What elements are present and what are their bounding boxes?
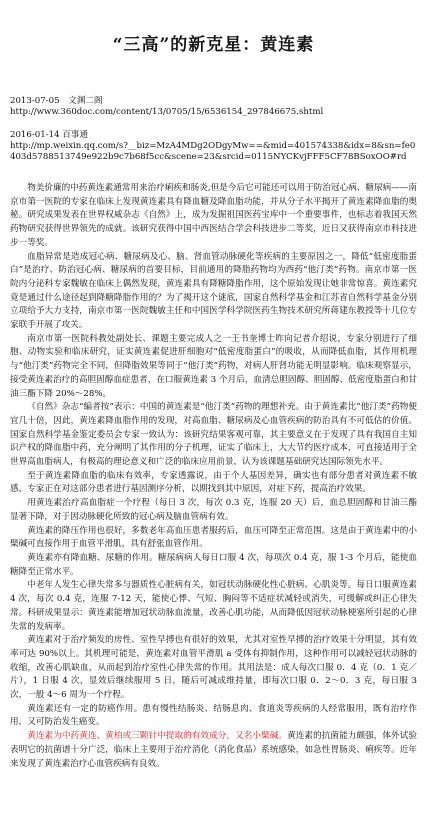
paragraph-9: 中老年人发生心律失常多与器质性心脏病有关，如冠状动脉硬化性心脏病、心肌炎等。每日口服黄连素 4 次，每次 0.4 克，连服 7-12 天，能使心悸、气短、胸闷等不适症状减轻或消失，可缓解或纠正心律失常。科研成果显示：黄连素能增加冠状动脉血流量，改善心肌功能，从而降低因冠状动脉梗塞所引起的心律失常的发病率。 [10,580,417,632]
source2-url[interactable]: http://mp.weixin.qq.com/s?__biz=MzA4MDg2ODgyMw==&mid=401574338&idx=8&sn=fe0403d5788513749e922b9c7b68f5cc&scene=23&srcid=0115NYCKvjFFF5CF78BSoxOO#rd [10,141,416,162]
paragraph-4: 《自然》杂志“编者按”表示：中国的黄连素是“他汀类”药物的理想补充。由于黄连素比“他汀类”药物便宜几十倍，因此，黄连素降血脂作用的发现，对高血脂、糖尿病及心血管疾病的防治具有不可低估的价值。国家自然科学基金鉴定委员会专家一致认为：该研究结果客观可靠，其主要意义在于发现了具有我国自主知识产权的降血脂中药，充分阐明了其作用的分子机理，证实了临床上，大大节约医疗成本，可直接适用于全世界高血脂病人，有极高的理论意义和广泛的临床应用前景，认为该课题基础研究达国际领先水平。 [10,402,417,468]
source2-date-author: 2016-01-14 百事通 [10,130,89,140]
paragraph-2: 血脂异常是造成冠心病、糖尿病及心、脑、肾血管动脉硬化等疾病的主要原因之一，降低“低密度脂蛋白”是治疗、防治冠心病、糖尿病的首要目标，目前通用的降脂药物均为西药“他汀类”药物。南京市第一医院内分泌科专家魏敏在临床上偶然发现，黄连素具有降糖降脂作用，这个原始发现让她非常惊喜。黄连素究竟是通过什么途径起到降糖降脂作用的？为了揭开这个谜底，国家自然科学基金和江苏省自然科学基金分别立项给予大力支持，南京市第一医院魏敏主任和中国医学科学院医药生物技术研究所蒋建东教授等十几位专家联手开展了攻关。 [10,251,417,331]
article-title: “三高”的新克星：黄连素 [112,35,315,55]
paragraph-10: 黄连素对于治疗频发的房性、室性早搏也有很好的效果，尤其对室性早搏的治疗效果十分明显，其有效率可达 90%以上。其机理可能是，黄连素对血管平滑肌 a 受体有抑制作用，这种作用可以减轻冠状动脉的收缩，改善心肌缺血，从而起到治疗室性心律失常的作用。其用法是：成人每次口服 0．4 克（0．1 克／片），1 日服 4 次，显效后继续服用 5 日，随后可减成维持量，即每次口服 0．2～0．3 克，每日服 3 次，一般 4～6 周为一个疗程。 [10,635,417,701]
source1-date-author: 2013-07-05 文渊二阁 [10,96,103,106]
paragraph-6: 用黄连素治疗高血脂症一个疗程（每日 3 次，每次 0.3 克，连服 20 天）后，血总胆固醇和甘油三酯显著下降，对于因动脉硬化所致的冠心病及脑血管病有效。 [10,498,417,522]
paragraph-3: 南京市第一医院科教处副处长、课题主要完成人之一王书奎博士昨向记者介绍说，专家分别进行了细胞、动物实验和临床研究，证实黄连素促进肝细胞对“低密度脂蛋白”的吸收，从而降低血脂，其作用机理与“他汀类”药物完全不同，但降脂效果等同于“他汀类”药物，对病人肝肾功能无明显影响。临床观察显示，接受黄连素治疗的高胆固醇血症患者，在口服黄连素 3 个月后，血清总胆固醇、胆固醇、低密度脂蛋白和甘油三酯下降 20%～28%。 [10,333,417,399]
paragraph-8: 黄连素亦有降血糖、尿糖的作用。糖尿病病人每日口服 4 次，每项次 0.4 克，服 1-3 个月后，能使血糖降至正常水平。 [10,552,417,577]
paragraph-11: 黄连素还有一定的防癌作用。患有慢性结肠炎、结肠息肉、食道炎等疾病的人经常服用，既有治疗作用，又可防治发生癌变。 [10,703,417,728]
paragraph-1: 物美价廉的中药黄连素通常用来治疗痢疾和肠炎,但是今后它可能还可以用于防治冠心病、糖尿病——南京市第一医院的专家在临床上发现黄连素具有降血糖及降血脂功能，并从分子水平揭开了黄连素降血脂的奥秘。研究成果发表在世界权威杂志《自然》上，成为发掘祖国医药宝库中一个重要事件，也标志着我国天然药物研究获得世界领先的成就。该研究获得中国中西医结合学会科技进步二等奖，近日又获得南京市科技进步一等奖。 [10,183,417,248]
paragraph-12 [10,730,417,771]
paragraph-5: 至于黄连素降血脂的临床有效率，专家透露说，由于个人基因差异，确实也有部分患者对黄连素不敏感，专家正在对这部分患者进行基因测序分析，以期找到其中原因，对症下药，提高治疗效果。 [10,470,417,495]
paragraph-7: 黄连素的降压作用也很好，多数老年高血压患者服药后，血压可降至正常范围。这是由于黄连素中的小檗碱可直接作用于血管平滑肌，具有舒张血管作用。 [10,525,417,550]
highlighted-definition: 黄连素为中药黄连、黄柏或三颗针中提取的有效成分，又名小檗碱。 [27,731,288,742]
article-body [10,182,417,771]
source1-url[interactable]: http://www.360doc.com/content/13/0705/15/6536154_297846675.shtml [10,107,324,117]
paragraph-12-rest: 黄连素的抗菌能力颇强，体外试验表明它的抗菌谱十分广泛，临床上主要用于治疗消化（消化食品）系统感染，如急性胃肠炎、痢疾等。近年来发现了黄连素治疗心血管疾病有良效。 [10,731,417,769]
